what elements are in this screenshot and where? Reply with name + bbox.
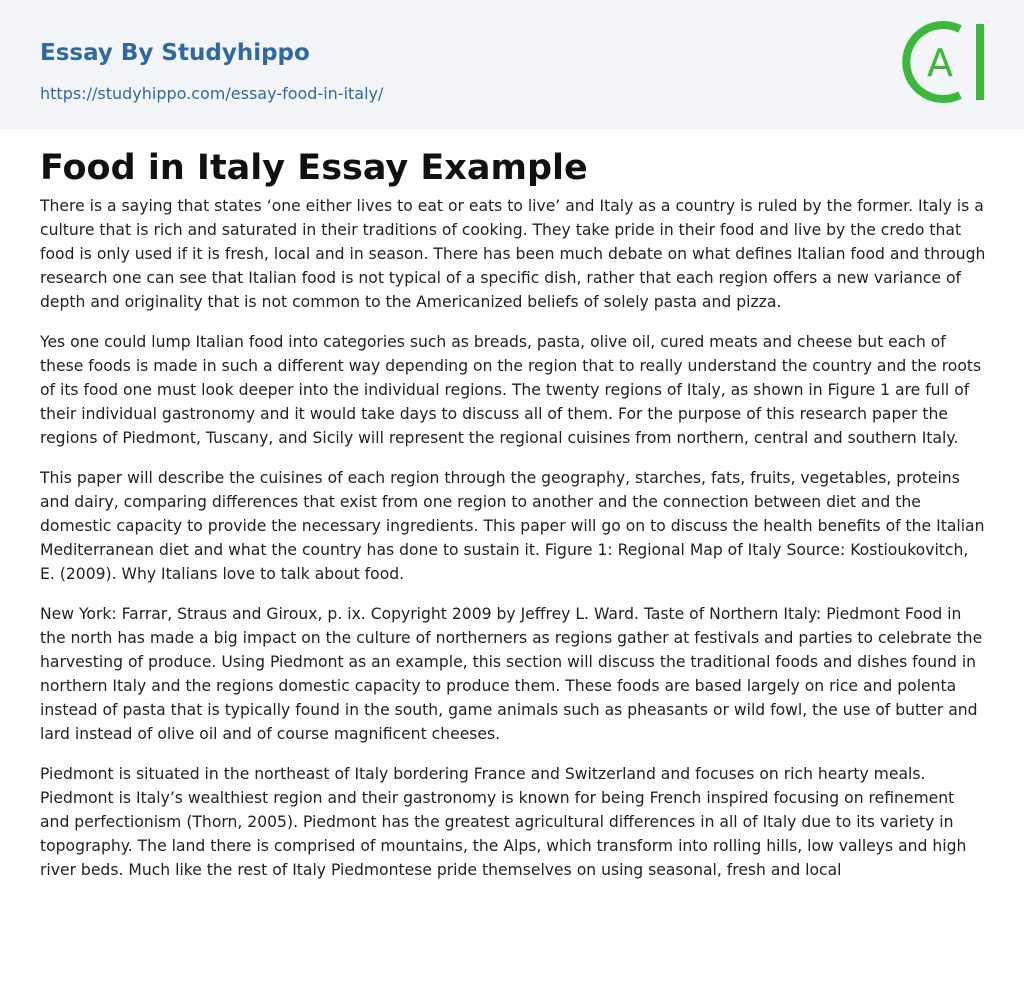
- essay-body: [40, 194, 986, 898]
- page-title: Food in Italy Essay Example: [40, 148, 588, 188]
- essay-url-link[interactable]: https://studyhippo.com/essay-food-in-italy/: [40, 84, 384, 103]
- site-header: [0, 0, 1024, 129]
- essay-paragraph: Piedmont is situated in the northeast of Italy bordering France and Switzerland and focuses on rich hearty meals. Piedmont is Italy’s wealthiest region and their gastronomy is known for being French inspired focusing on refinement and perfectionism (Thorn, 2005). Piedmont has the greatest agricultural differences in all of Italy due to its variety in topography. The land there is comprised of mountains, the Alps, which transform into rolling hills, low valleys and high river beds. Much like the rest of Italy Piedmontese pride themselves on using seasonal, fresh and local: [40, 765, 967, 879]
- essay-paragraph: New York: Farrar, Straus and Giroux, p. ix. Copyright 2009 by Jeffrey L. Ward. Taste of Northern Italy: Piedmont Food in the north has made a big impact on the culture of northerners as regions gather at festivals and parties to celebrate the harvesting of produce. Using Piedmont as an example, this section will discuss the traditional foods and dishes found in northern Italy and the regions domestic capacity to produce them. These foods are based largely on rice and polenta instead of pasta that is typically found in the south, game animals such as pheasants or wild fowl, the use of butter and lard instead of olive oil and of course magnificent cheeses.: [40, 605, 983, 743]
- site-brand[interactable]: Essay By Studyhippo: [40, 40, 310, 66]
- studyhippo-logo-icon[interactable]: [898, 18, 986, 106]
- essay-paragraph: Yes one could lump Italian food into categories such as breads, pasta, olive oil, cured meats and cheese but each of these foods is made in such a different way depending on the region that to really understand the country and the roots of its food one must look deeper into the individual regions. The twenty regions of Italy, as shown in Figure 1 are full of their individual gastronomy and it would take days to discuss all of them. For the purpose of this research paper the regions of Piedmont, Tuscany, and Sicily will represent the regional cuisines from northern, central and southern Italy.: [40, 333, 982, 447]
- logo-letter: A: [927, 41, 953, 85]
- essay-paragraph: This paper will describe the cuisines of each region through the geography, starches, fats, fruits, vegetables, proteins and dairy, comparing differences that exist from one region to another and the connection between diet and the domestic capacity to provide the necessary ingredients. This paper will go on to discuss the health benefits of the Italian Mediterranean diet and what the country has done to sustain it. Figure 1: Regional Map of Italy Source: Kostioukovitch, E. (2009). Why Italians love to talk about food.: [40, 469, 985, 583]
- essay-paragraph: There is a saying that states ‘one either lives to eat or eats to live’ and Italy as a country is ruled by the former. Italy is a culture that is rich and saturated in their traditions of cooking. They take pride in their food and live by the credo that food is only used if it is fresh, local and in season. There has been much debate on what defines Italian food and through research one can see that Italian food is not typical of a specific dish, rather that each region offers a new variance of depth and originality that is not common to the Americanized beliefs of solely pasta and pizza.: [40, 197, 986, 311]
